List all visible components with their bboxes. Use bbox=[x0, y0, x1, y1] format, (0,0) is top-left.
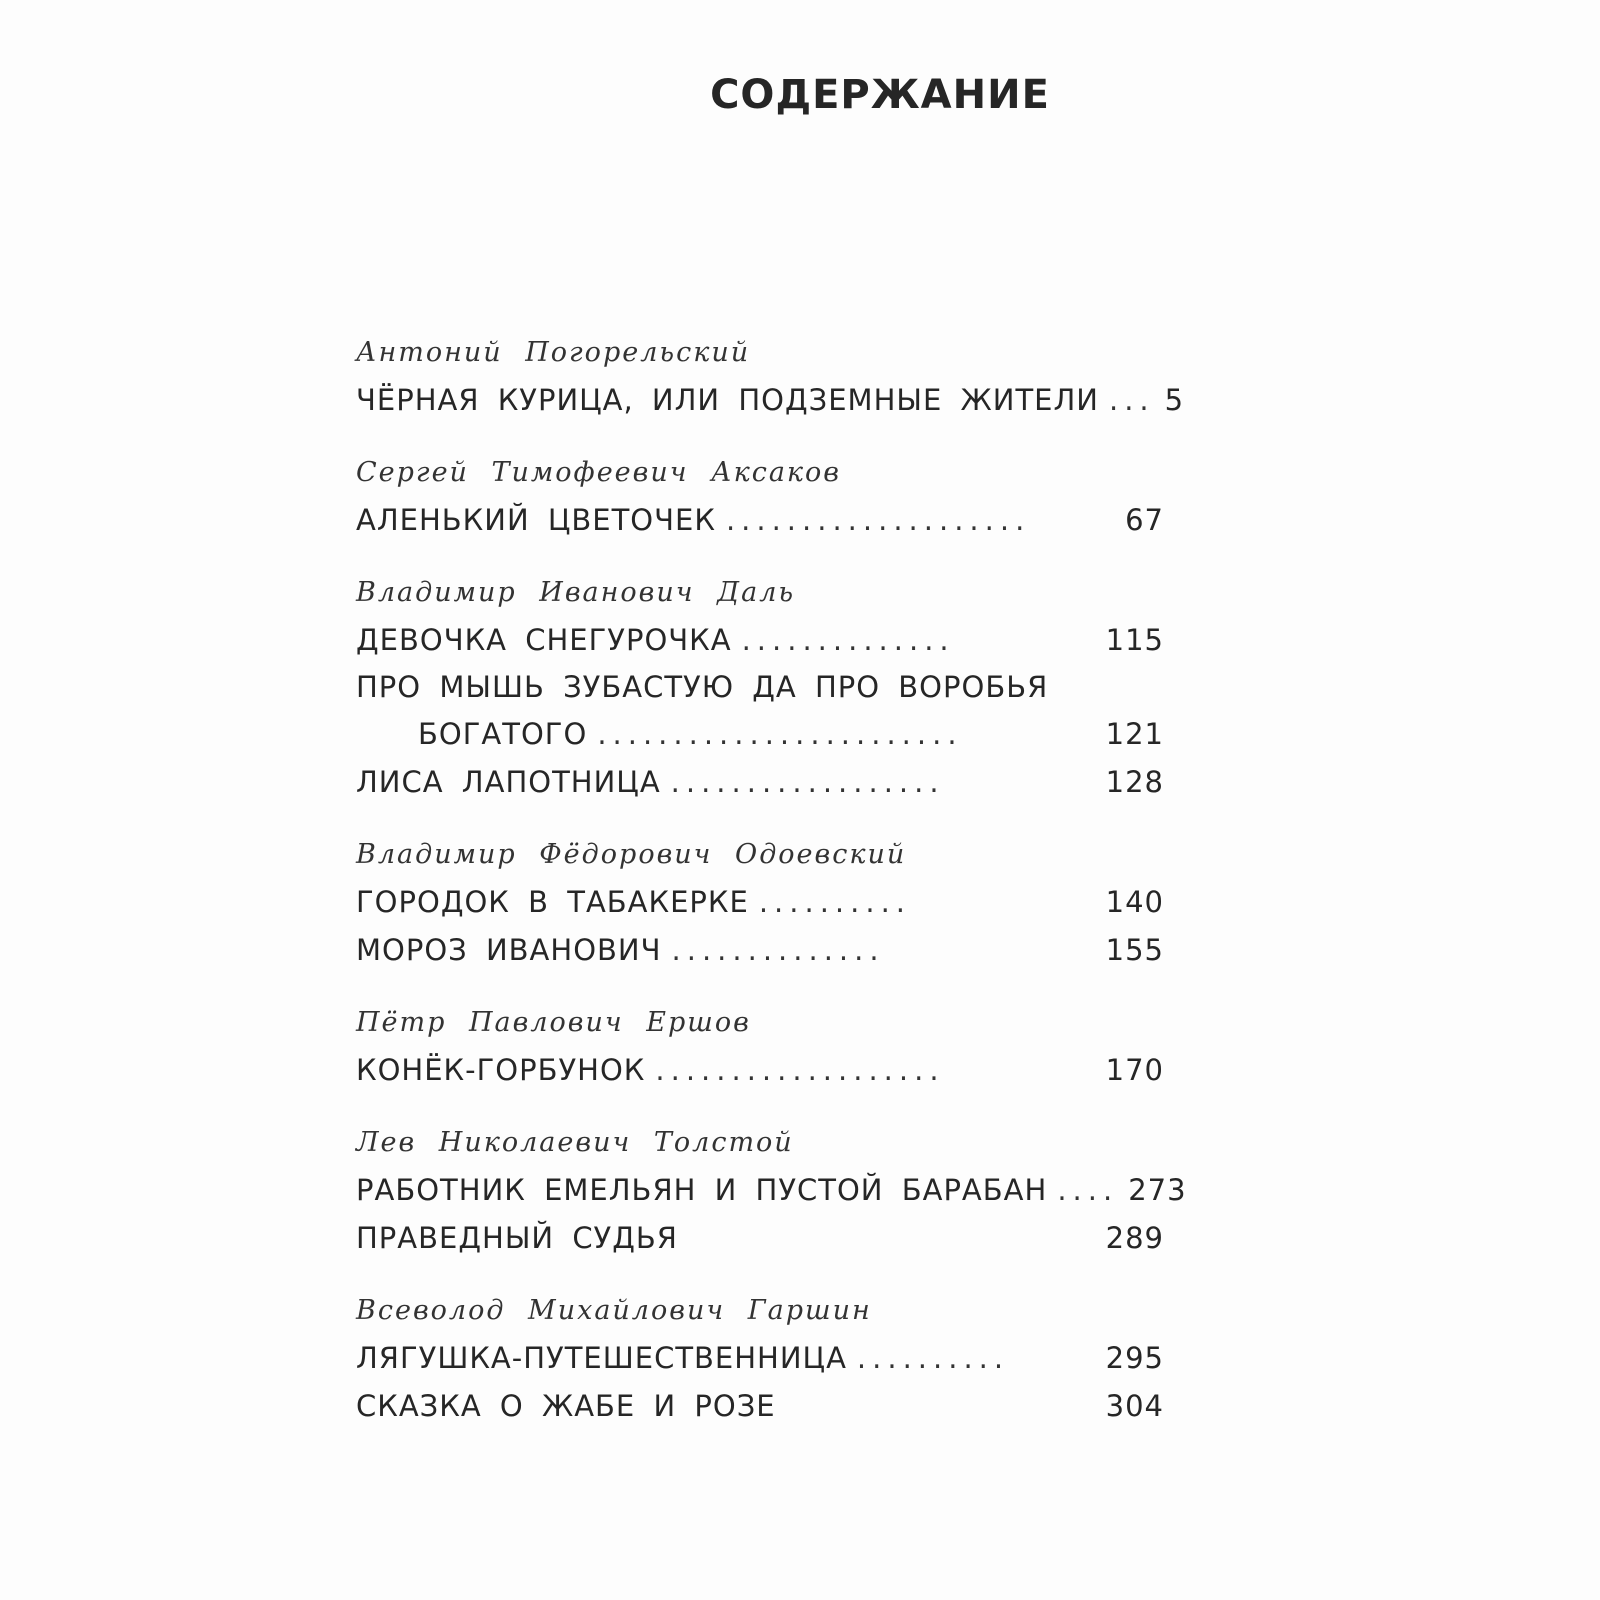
entry-title: ПРАВЕДНЫЙ СУДЬЯ bbox=[356, 1221, 678, 1255]
author-name: Владимир Фёдорович Одоевский bbox=[356, 839, 907, 870]
page-number: 295 bbox=[1105, 1341, 1164, 1375]
page-number: 67 bbox=[1125, 503, 1164, 537]
author-name: Антоний Погорельский bbox=[356, 337, 751, 368]
page-number: 155 bbox=[1105, 933, 1164, 967]
toc-entry bbox=[356, 1334, 1164, 1382]
author-name: Лев Николаевич Толстой bbox=[356, 1127, 794, 1158]
leader-dots: ................... bbox=[655, 1053, 945, 1087]
leader-dots: .............. bbox=[671, 933, 885, 967]
toc-section bbox=[356, 1288, 1164, 1430]
entry-title: СКАЗКА О ЖАБЕ И РОЗЕ bbox=[356, 1389, 776, 1423]
author-name: Всеволод Михайлович Гаршин bbox=[356, 1295, 872, 1326]
toc-entry bbox=[356, 616, 1164, 664]
toc-entry bbox=[356, 496, 1164, 544]
entry-title: ГОРОДОК В ТАБАКЕРКЕ bbox=[356, 885, 749, 919]
leader-dots: .......... bbox=[856, 1341, 1010, 1375]
toc-entry-multiline bbox=[356, 664, 1164, 758]
toc-entry bbox=[356, 1046, 1164, 1094]
toc-entry bbox=[356, 758, 1164, 806]
entry-title: КОНЁК-ГОРБУНОК bbox=[356, 1053, 646, 1087]
toc-section bbox=[356, 1120, 1187, 1262]
toc-entry bbox=[356, 376, 1185, 424]
page-number: 140 bbox=[1105, 885, 1164, 919]
entry-title: ЛИСА ЛАПОТНИЦА bbox=[356, 765, 661, 799]
entry-title: РАБОТНИК ЕМЕЛЬЯН И ПУСТОЙ БАРАБАН bbox=[356, 1173, 1048, 1207]
toc-entry-continuation bbox=[356, 710, 1164, 758]
table-of-contents bbox=[356, 330, 1187, 1430]
toc-entry bbox=[356, 926, 1164, 974]
leader-dots: .... bbox=[1057, 1173, 1119, 1207]
leader-dots: .................... bbox=[725, 503, 1031, 537]
page-title: СОДЕРЖАНИЕ bbox=[710, 72, 1050, 118]
author-name: Пётр Павлович Ершов bbox=[356, 1007, 751, 1038]
toc-section bbox=[356, 1000, 1164, 1094]
author-name: Владимир Иванович Даль bbox=[356, 577, 796, 608]
leader-dots: ... bbox=[1108, 383, 1155, 417]
page-number: 128 bbox=[1105, 765, 1164, 799]
leader-dots: .............. bbox=[741, 623, 955, 657]
toc-entry bbox=[356, 1214, 1164, 1262]
page-number: 273 bbox=[1128, 1173, 1187, 1207]
entry-title: ЛЯГУШКА-ПУТЕШЕСТВЕННИЦА bbox=[356, 1341, 847, 1375]
entry-title-line: ПРО МЫШЬ ЗУБАСТУЮ ДА ПРО ВОРОБЬЯ bbox=[356, 670, 1049, 704]
page-number: 170 bbox=[1105, 1053, 1164, 1087]
toc-entry bbox=[356, 1382, 1164, 1430]
leader-dots: ........................ bbox=[597, 717, 963, 751]
toc-section bbox=[356, 330, 1185, 424]
author-name: Сергей Тимофеевич Аксаков bbox=[356, 457, 842, 488]
toc-entry bbox=[356, 1166, 1187, 1214]
entry-title: ДЕВОЧКА СНЕГУРОЧКА bbox=[356, 623, 732, 657]
page-number: 289 bbox=[1105, 1221, 1164, 1255]
toc-section bbox=[356, 570, 1164, 806]
entry-title: ЧЁРНАЯ КУРИЦА, ИЛИ ПОДЗЕМНЫЕ ЖИТЕЛИ bbox=[356, 383, 1099, 417]
entry-title: МОРОЗ ИВАНОВИЧ bbox=[356, 933, 662, 967]
page-number: 304 bbox=[1105, 1389, 1164, 1423]
toc-section bbox=[356, 450, 1164, 544]
page-number: 115 bbox=[1105, 623, 1164, 657]
entry-title: АЛЕНЬКИЙ ЦВЕТОЧЕК bbox=[356, 503, 716, 537]
leader-dots: .................. bbox=[670, 765, 945, 799]
toc-entry bbox=[356, 878, 1164, 926]
entry-title: БОГАТОГО bbox=[418, 717, 588, 751]
toc-section bbox=[356, 832, 1164, 974]
page-number: 121 bbox=[1105, 717, 1164, 751]
leader-dots: .......... bbox=[758, 885, 912, 919]
page-number: 5 bbox=[1164, 383, 1185, 417]
